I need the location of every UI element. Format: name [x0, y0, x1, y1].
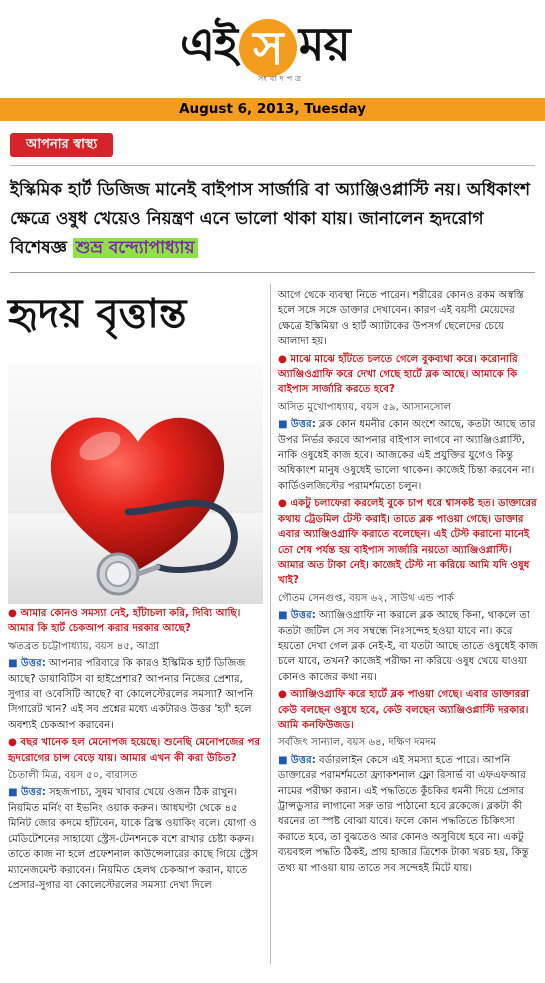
- answer-1-text: আপনার পরিবারে কি কারও ইস্কিমিক হার্ট ডিজিজ আছে? ডায়াবিটিস বা হাইপ্রেশার? আপনার নিজের প্রেশার, সুগার বা ওবেসিটি আছে? বা কোলেস্টেরলের সমস্যা? আপনি সিগারেট খান? এই সব প্রশ্নের মধ্যে একটারও উত্তর 'হ্যাঁ' হলে অবশ্যই চেকআপ করাবেন।: [8, 658, 254, 731]
- date-bar: August 6, 2013, Tuesday: [0, 98, 545, 121]
- answer-label: উত্তর:: [20, 658, 46, 670]
- byline-5: সর্বজিৎ সান্যাল, বয়স ৬৪, দক্ষিণ দমদম: [278, 737, 437, 749]
- blue-square-bullet-icon: ■: [278, 610, 291, 622]
- red-circle-bullet-icon: ●: [278, 689, 291, 701]
- answer-label: উত্তর:: [290, 754, 316, 766]
- section-tag: আপনার স্বাস্থ্য: [10, 133, 113, 157]
- column-divider: [270, 284, 271, 964]
- answer-3: [278, 417, 538, 494]
- question-5: [278, 687, 538, 733]
- byline-1: ঋতব্রত চট্টোপাধ্যায়, বয়স ৪৫, আগ্রা: [8, 640, 159, 652]
- question-1: [8, 606, 264, 637]
- article-title: হৃদয় বৃত্তান্ত: [8, 290, 187, 337]
- answer-label: উত্তর:: [290, 610, 316, 622]
- question-5-text: অ্যাঞ্জিওগ্রাফি করে হার্টে ব্লক পাওয়া গেছে। এবার ডাক্তাররা কেউ বলছেন ওষুধে হবে, কেউ বলছেন অ্যাঞ্জিওপ্লাস্টি দরকার। আমি কনফিউজড।: [278, 689, 529, 731]
- question-3: [278, 352, 538, 398]
- headline-text: ইস্কিমিক হার্ট ডিজিজ মানেই বাইপাস সার্জারি বা অ্যাঞ্জিওপ্লাস্টি নয়। অধিকাংশ ক্ষেত্রে ওষুধ খেয়েও নিয়ন্ত্রণ এনে ভালো থাকা যায়। জানালেন হৃদরোগ বিশেষজ্ঞ: [10, 180, 531, 258]
- masthead: [0, 0, 545, 98]
- answer-5-text: বর্ডারলাইন কেসে এই সমস্যা হতে পারে। আপনি ডাক্তারের পরামর্শমতো ফ্র্যাকশনাল ফ্লো রিসার্ভ বা এফএফআর নামের পরীক্ষা করান। এই পদ্ধতিতে কুঁচকির ধমনী দিয়ে প্রেসার ট্রান্সডুসার লাগানো সরু তার পাঠানো হবে ব্লকেজে। ব্লকটা কী ধরনের তা স্পষ্ট বোঝা যাবে। ফলে কোন পদ্ধতিতে চিকিৎসা করাতে হবে, তা বুঝতেও আর কোনও অসুবিধে হবে না। একটু ব্যয়বহুল পদ্ধতি ঠিকই, প্রায় হাজার ত্রিশেক টাকা খরচ হয়, কিন্তু তথ্য যা পাওয়া যায় তাতে সব সন্দেহই মিটে যায়।: [278, 754, 529, 874]
- logo: [180, 14, 350, 77]
- section-divider: [10, 165, 535, 166]
- red-circle-bullet-icon: ●: [8, 737, 21, 749]
- answer-4: [278, 608, 538, 685]
- headline-divider: [10, 272, 535, 273]
- red-circle-bullet-icon: ●: [278, 353, 291, 365]
- byline-4: গৌতম সেনগুপ্ত, বয়স ৬২, সাউথ এন্ড পার্ক: [278, 592, 455, 604]
- question-2-text: বছর খানেক হল মেনোপজ হয়েছে। শুনেছি মেনোপজের পর হৃদরোগের চান্স বেড়ে যায়। আমার এখন কী করা উচিত?: [8, 737, 261, 764]
- question-1-text: আমার কোনও সমস্যা নেই, হাঁটাচলা করি, দিব্যি আছি। আমার কি হার্ট চেকআপ করার দরকার আছে?: [8, 608, 241, 635]
- question-3-text: মাঝে মাঝে হাঁটতে চলতে গেলে বুকব্যথা করে। করোনারি অ্যাঞ্জিওগ্রাফি করে দেখা গেছে হার্টে ব্লক আছে। আমাকে কি বাইপাস সার্জারি করতে হবে?: [278, 353, 518, 396]
- question-4: [278, 496, 538, 588]
- red-circle-bullet-icon: ●: [278, 498, 291, 510]
- expert-name-highlight: শুভ্র বন্দ্যোপাধ্যায়: [73, 238, 198, 258]
- answer-2-text: সহজপাচ্য, সুষম খাবার খেয়ে ওজন ঠিক রাখুন। নিয়মিত মর্নিং বা ইভনিং ওয়াক করুন। আধঘণ্টা থেকে ৪৫ মিনিট জোর কদমে হাঁটবেন, যাকে ব্রিস্ক ওয়াকিং বলে। যোগা ও মেডিটেশনের সাহায্যে স্ট্রেস-টেনশনকে বশে রাখার চেষ্টা করুন। তাতে কাজ না হলে প্রফেশনাল কাউন্সেলারের কাছে গিয়ে স্ট্রেস ম্যানেজমেন্ট করাবেন। নিয়মিত হেলথ চেকআপ করান, যাতে প্রেসার-সুগার বা কোলেস্টেরলের সমস্যা দেখা দিলে: [8, 787, 258, 891]
- red-circle-bullet-icon: ●: [8, 608, 21, 619]
- left-column: [8, 606, 264, 895]
- answer-5: [278, 753, 538, 876]
- logo-subtitle: সংবাদপত্র: [258, 74, 305, 83]
- heart-stethoscope-icon: [8, 362, 263, 604]
- logo-text-pre: এই: [180, 17, 237, 71]
- blue-square-bullet-icon: ■: [278, 419, 291, 431]
- headline: [10, 176, 535, 263]
- answer-2: [8, 785, 264, 893]
- question-4-text: একটু চলাফেরা করলেই বুকে চাপ ধরে শ্বাসকষ্ট হত। ডাক্তারের কথায় ট্রেডমিল টেস্ট করাই। তাতে ব্লক পাওয়া গেছে। ডাক্তার এবার অ্যাঞ্জিওগ্রাফি করাতে বলেছেন। এই টেস্ট করানো মানেই তো শেষ পর্যন্ত হয় বাইপাস সার্জারি নয়তো অ্যাঞ্জিওপ্লাস্টি। আমার অত টাকা নেই। কাজেই টেস্ট না করিয়ে আমি যদি ওষুধ খাই?: [278, 498, 537, 587]
- continued-text: আগে থেকে ব্যবস্থা নিতে পারেন। শরীরের কোনও রকম অস্বস্তি হলে সঙ্গে সঙ্গে ডাক্তার দেখাবেন। কারণ এই বয়সী মেয়েদের ক্ষেত্রে ইস্কিমিয়া ও হার্ট অ্যাটাকের উপসর্গ ছেলেদের চেয়ে আলাদা হয়।: [278, 290, 524, 348]
- blue-square-bullet-icon: ■: [8, 658, 21, 670]
- blue-square-bullet-icon: ■: [8, 787, 21, 799]
- blue-square-bullet-icon: ■: [278, 754, 291, 766]
- answer-label: উত্তর:: [20, 787, 46, 799]
- right-column: [278, 288, 538, 878]
- byline-2: চৈতালী মিত্র, বয়স ৫০, বারাসত: [8, 770, 138, 782]
- byline-3: অসিত মুখোপাধ্যায়, বয়স ৫৯, আসানসোল: [278, 401, 452, 413]
- logo-text-post: ময়: [298, 17, 350, 71]
- answer-3-text: ব্লক কোন ধমনীর কোন অংশে আছে, কতটা আছে তার উপর নির্ভর করবে আপনার বাইপাস লাগবে না অ্যাঞ্জিওপ্লাস্টি, নাকি ওষুধেই কাজ হবে। আজকের এই প্রযুক্তির যুগেও কিন্তু অধিকাংশ মানুষ ওষুধেই ভালো থাকেন। কাজেই চিন্তা করবেন না। কার্ডিওলজিস্টের পরামর্শমতো চলুন।: [278, 419, 536, 492]
- answer-label: উত্তর:: [290, 419, 316, 431]
- question-2: [8, 735, 264, 766]
- answer-4-text: অ্যাঞ্জিওগ্রাফি না করালে ব্লক আছে কিনা, থাকলে তা কতটা জটিল সে সব সম্বন্ধে নিঃসন্দেহ হওয়া যাবে না। করে হয়তো দেখা গেল ব্লক নেই-ই, বা যতটা আছে তাতে ওষুধেই কাজ চলে যাবে, তখন? কাজেই পরীক্ষা না করিয়ে ওষুধ খেয়ে যাওয়া কোনও কাজের কথা নয়।: [278, 610, 538, 683]
- answer-1: [8, 656, 264, 733]
- logo-circle: স: [239, 19, 297, 77]
- heart-stethoscope-image: [8, 362, 263, 604]
